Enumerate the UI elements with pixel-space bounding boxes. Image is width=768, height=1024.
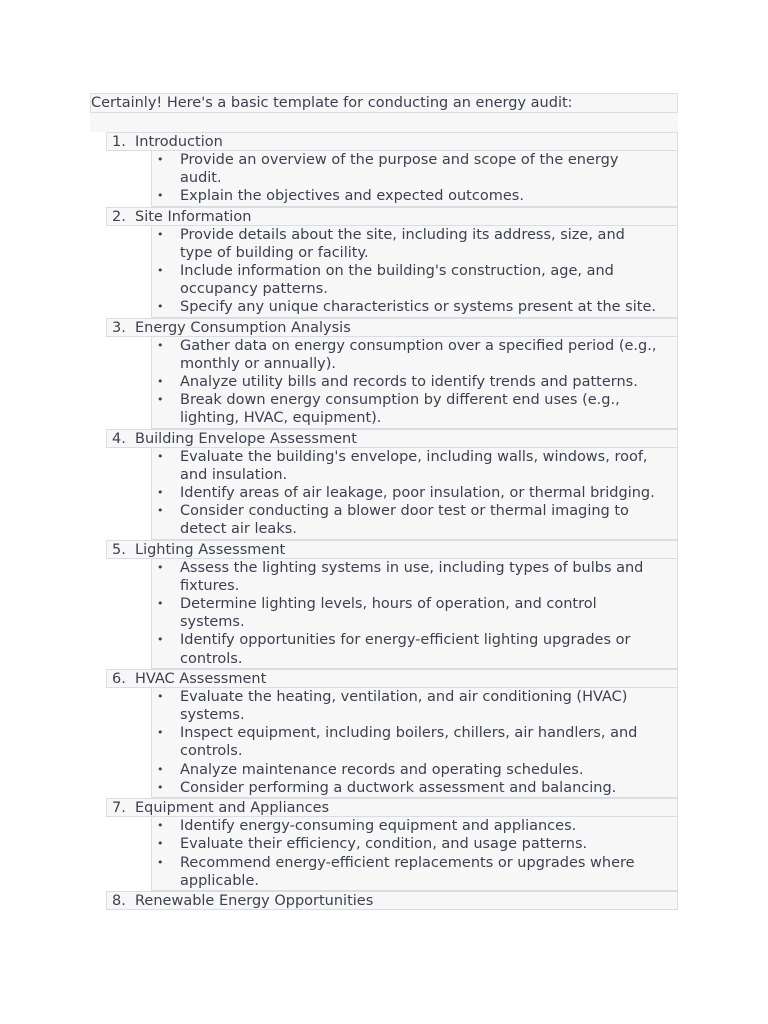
list-item <box>152 151 677 187</box>
list-item <box>152 226 677 262</box>
section-number: 4. <box>112 430 126 447</box>
list-item-text: Evaluate the building's envelope, including walls, windows, roof, <box>180 448 648 465</box>
section-title: Introduction <box>135 134 223 150</box>
bullet-icon: • <box>157 780 164 794</box>
list-item-text: Identify areas of air leakage, poor insulation, or thermal bridging. <box>180 485 655 502</box>
list-item-text: Assess the lighting systems in use, including types of bulbs and <box>180 559 644 576</box>
bullet-icon: • <box>157 597 164 611</box>
section-item <box>106 207 678 318</box>
bullet-icon: • <box>157 486 164 500</box>
bullet-icon: • <box>157 449 164 463</box>
list-item-text: controls. <box>180 743 243 760</box>
list-item <box>152 502 677 538</box>
section-heading <box>106 429 678 448</box>
list-item-text: detect air leaks. <box>180 521 297 538</box>
list-item-text: Provide details about the site, including its address, size, and <box>180 226 625 243</box>
bullet-icon: • <box>157 633 164 647</box>
list-item-text: lighting, HVAC, equipment). <box>180 410 382 427</box>
list-item <box>152 761 677 779</box>
list-item-text: Gather data on energy consumption over a specified period (e.g., <box>180 337 657 354</box>
bullet-list <box>151 817 678 891</box>
list-item-text: Analyze maintenance records and operating schedules. <box>180 761 584 778</box>
section-number: 5. <box>112 541 126 558</box>
list-item <box>152 448 677 484</box>
section-item <box>106 798 678 891</box>
list-item <box>152 724 677 760</box>
section-title: Energy Consumption Analysis <box>135 319 351 336</box>
section-heading <box>106 318 678 337</box>
bullet-icon: • <box>157 338 164 352</box>
section-item <box>106 318 678 429</box>
section-list <box>106 132 678 910</box>
section-item <box>106 540 678 669</box>
section-title: Lighting Assessment <box>135 541 286 558</box>
section-number: 6. <box>112 670 126 687</box>
list-item-text: Include information on the building's construction, age, and <box>180 263 614 280</box>
list-item-text: audit. <box>180 170 222 187</box>
list-item-text: monthly or annually). <box>180 355 336 372</box>
list-item <box>152 559 677 595</box>
list-item-text: Inspect equipment, including boilers, chillers, air handlers, and <box>180 725 638 742</box>
bullet-icon: • <box>157 300 164 314</box>
section-number: 8. <box>112 892 126 909</box>
list-item-text: Explain the objectives and expected outcomes. <box>180 188 524 205</box>
section-item <box>106 891 678 910</box>
list-item-text: Break down energy consumption by different end uses (e.g., <box>180 392 620 409</box>
section-title: Renewable Energy Opportunities <box>135 892 374 909</box>
list-item-text: Determine lighting levels, hours of operation, and control <box>180 596 597 613</box>
section-number: 7. <box>112 800 126 817</box>
section-heading <box>106 669 678 688</box>
list-item-text: fixtures. <box>180 577 240 594</box>
bullet-list <box>151 448 678 540</box>
bullet-list <box>151 151 678 207</box>
section-title: Building Envelope Assessment <box>135 430 357 447</box>
bullet-icon: • <box>157 189 164 203</box>
list-item <box>152 373 677 391</box>
section-title: Equipment and Appliances <box>135 800 330 817</box>
list-item <box>152 631 677 667</box>
list-item-text: Recommend energy-efficient replacements or upgrades where <box>180 854 635 871</box>
section-heading <box>106 207 678 226</box>
list-item-text: Provide an overview of the purpose and scope of the energy <box>180 152 619 168</box>
section-heading <box>106 891 678 910</box>
bullet-list <box>151 337 678 429</box>
section-heading <box>106 132 678 151</box>
list-item <box>152 835 677 853</box>
section-title: Site Information <box>135 208 252 225</box>
section-heading <box>106 798 678 817</box>
bullet-icon: • <box>157 227 164 241</box>
list-item <box>152 391 677 427</box>
list-item <box>152 484 677 502</box>
list-item-text: Consider performing a ductwork assessment and balancing. <box>180 779 617 796</box>
bullet-icon: • <box>157 689 164 703</box>
section-item <box>106 669 678 798</box>
list-item-text: and insulation. <box>180 466 288 483</box>
bullet-list <box>151 559 678 669</box>
list-item-text: applicable. <box>180 872 259 889</box>
list-item-text: Identify energy-consuming equipment and appliances. <box>180 818 577 835</box>
bullet-icon: • <box>157 837 164 851</box>
list-item-text: Evaluate the heating, ventilation, and air conditioning (HVAC) <box>180 688 628 705</box>
list-item <box>152 817 677 835</box>
bullet-icon: • <box>157 375 164 389</box>
section-number: 1. <box>112 134 126 150</box>
bullet-icon: • <box>157 560 164 574</box>
list-item-text: Evaluate their efficiency, condition, and usage patterns. <box>180 836 588 853</box>
list-item-text: type of building or facility. <box>180 244 369 261</box>
list-item <box>152 187 677 205</box>
list-item <box>152 298 677 316</box>
list-item <box>152 688 677 724</box>
bullet-icon: • <box>157 726 164 740</box>
section-item <box>106 429 678 540</box>
list-item-text: Identify opportunities for energy-efficient lighting upgrades or <box>180 632 631 649</box>
document <box>90 93 678 910</box>
list-item-text: occupancy patterns. <box>180 281 328 298</box>
list-item-text: Consider conducting a blower door test or thermal imaging to <box>180 503 629 520</box>
section-title: HVAC Assessment <box>135 670 267 687</box>
list-item <box>152 854 677 890</box>
bullet-icon: • <box>157 264 164 278</box>
bullet-list <box>151 688 678 798</box>
spacer <box>90 113 678 132</box>
bullet-icon: • <box>157 855 164 869</box>
list-item-text: Specify any unique characteristics or systems present at the site. <box>180 299 656 316</box>
section-item <box>106 132 678 207</box>
list-item <box>152 337 677 373</box>
bullet-list <box>151 226 678 318</box>
list-item <box>152 779 677 797</box>
section-heading <box>106 540 678 559</box>
bullet-icon: • <box>157 504 164 518</box>
list-item-text: systems. <box>180 707 245 724</box>
section-number: 2. <box>112 208 126 225</box>
bullet-icon: • <box>157 153 164 166</box>
section-number: 3. <box>112 319 126 336</box>
list-item-text: Analyze utility bills and records to identify trends and patterns. <box>180 374 638 391</box>
bullet-icon: • <box>157 762 164 776</box>
bullet-icon: • <box>157 393 164 407</box>
bullet-icon: • <box>157 819 164 833</box>
list-item-text: controls. <box>180 650 243 667</box>
intro-text: Certainly! Here's a basic template for conducting an energy audit: <box>90 93 678 113</box>
list-item-text: systems. <box>180 614 245 631</box>
list-item <box>152 262 677 298</box>
list-item <box>152 595 677 631</box>
